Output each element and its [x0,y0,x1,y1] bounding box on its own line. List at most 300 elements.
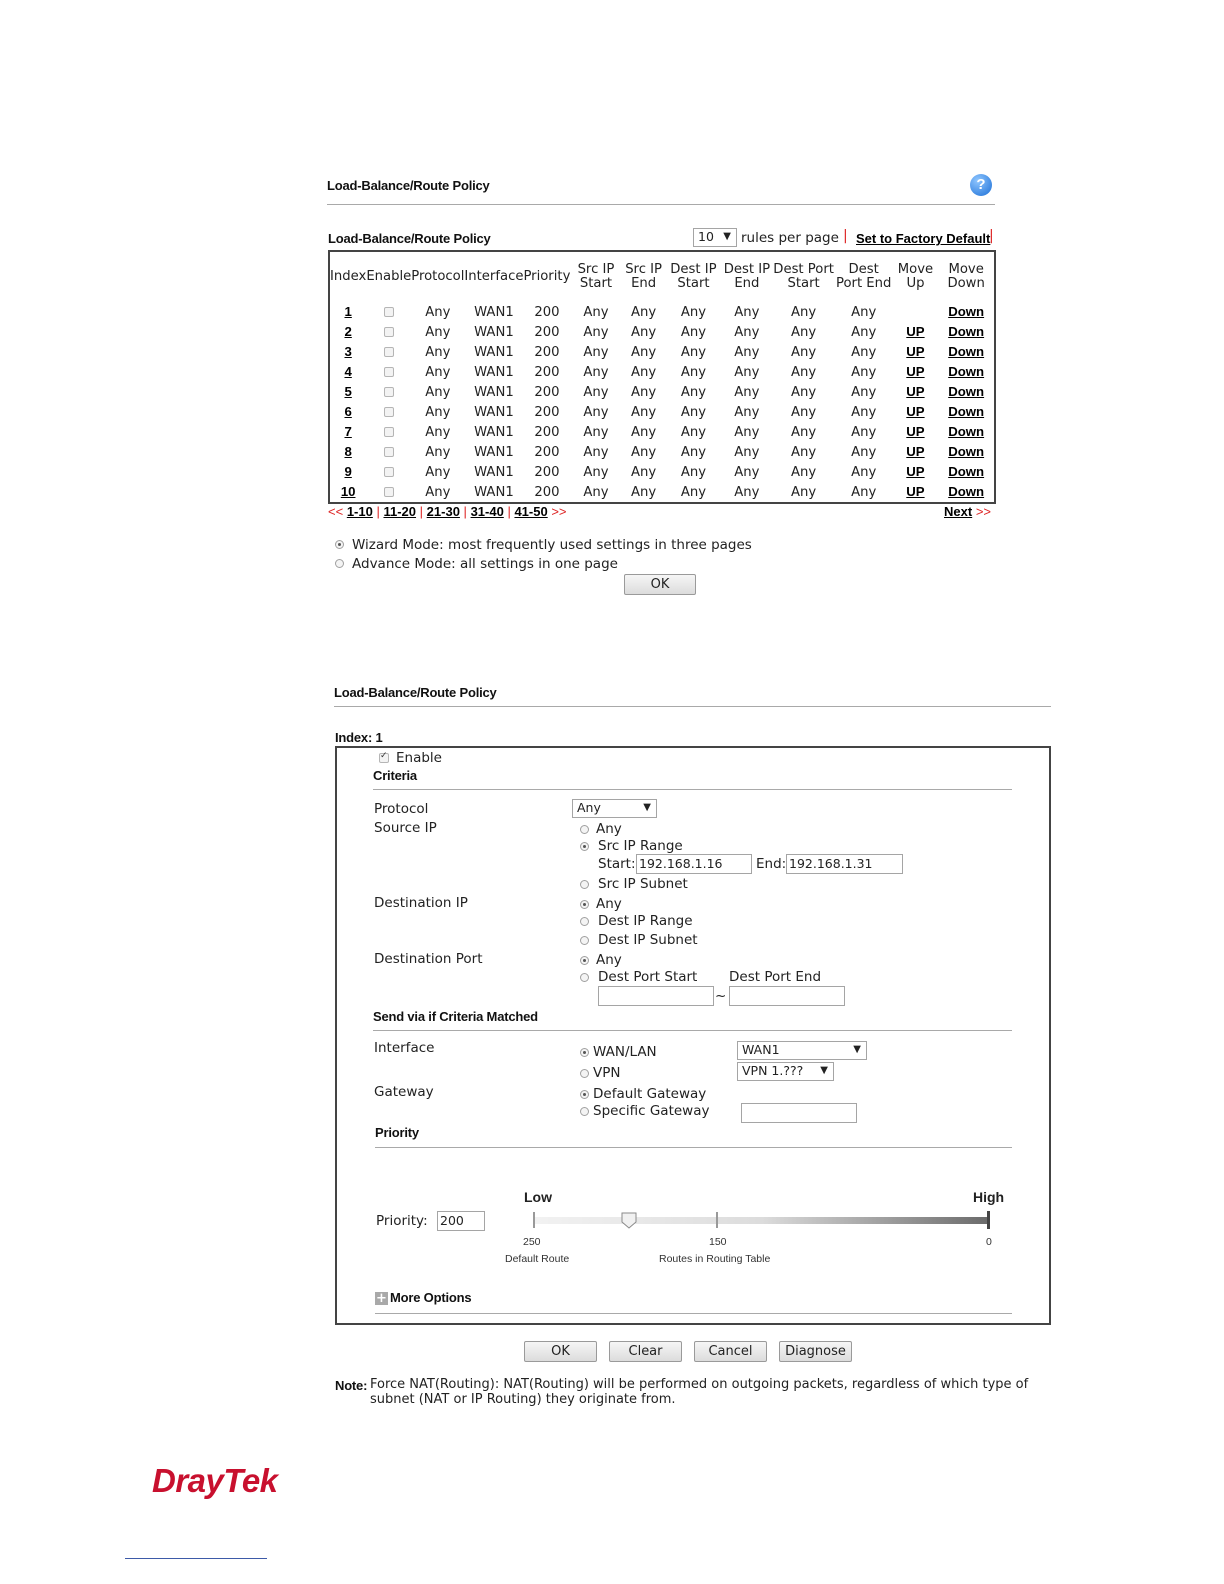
port-end-label: Dest Port End [729,969,822,985]
move-up-link[interactable]: UP [906,484,925,499]
separator: | [843,228,848,244]
column-header: Move Down [947,262,985,291]
cell-priority: 200 [534,324,560,340]
cell-dst-end: Any [734,424,760,440]
pager [328,504,567,519]
move-down-link[interactable]: Down [948,344,985,359]
move-up-link[interactable]: UP [906,404,925,419]
move-up-link[interactable]: UP [906,464,925,479]
slider-tick-0 [987,1211,990,1229]
table-header-row [329,251,995,302]
cell-enable [366,422,411,442]
cell-dst-end: Any [734,344,760,360]
cell-move-up [893,322,939,342]
cell-port-start: Any [791,324,817,340]
cell-priority: 200 [534,484,560,500]
cell-interface: WAN1 [474,364,514,380]
cell-interface: WAN1 [474,324,514,340]
separator: | [989,228,994,244]
cell-port-end: Any [851,404,877,420]
separator: | [507,504,511,519]
specific-gw-label: Specific Gateway [593,1103,710,1119]
cell-port-end: Any [851,304,877,320]
cell-priority: 200 [534,344,560,360]
rules-per-page-select[interactable]: 10 ▼ [693,228,737,247]
cell-move-up [893,442,939,462]
column-header: Dest Port Start [773,262,834,291]
cell-port-end: Any [851,384,877,400]
cell-move-down [938,462,995,482]
cell-move-up [893,402,939,422]
cell-port-start: Any [791,444,817,460]
cell-move-down [938,382,995,402]
cell-protocol: Any [425,484,451,500]
cell-index [329,422,366,442]
plus-icon[interactable]: + [376,1291,387,1306]
default-gw-radio[interactable] [580,1090,589,1099]
cell-move-down [938,362,995,382]
wan-lan-radio[interactable] [580,1048,589,1057]
wizard-mode-label: Wizard Mode: most frequently used settings in three pages [352,537,752,553]
src-end-input[interactable]: 192.168.1.31 [786,854,903,874]
move-down-link[interactable]: Down [948,464,985,479]
vpn-radio[interactable] [580,1069,589,1078]
tick-label-150: 150 [709,1236,727,1248]
cell-dst-start: Any [680,484,707,500]
cell-priority: 200 [534,444,560,460]
slider-tick-250 [533,1212,535,1228]
top-ok-button[interactable]: OK [624,574,696,595]
cell-dst-end: Any [734,484,760,500]
cell-dst-start: Any [680,384,707,400]
src-subnet-radio[interactable] [580,880,589,889]
cell-move-down [938,322,995,342]
cell-move-up [893,342,939,362]
pager-prev-arrows: << [328,504,344,519]
port-start-input[interactable] [598,986,714,1006]
cell-priority: 200 [534,384,560,400]
cell-src-end: Any [631,324,657,340]
column-header: Move Up [897,262,934,291]
table-row [329,362,995,382]
help-icon[interactable]: ? [970,174,992,196]
next-arrows: >> [975,504,991,519]
dst-range-radio[interactable] [580,917,589,926]
protocol-label: Protocol [374,801,429,817]
cell-dst-start: Any [680,364,707,380]
cell-port-end: Any [851,344,877,360]
cell-move-down [938,482,995,503]
port-any-radio[interactable] [580,956,589,965]
enable-checkbox[interactable] [384,407,394,417]
cell-interface: WAN1 [474,444,514,460]
cell-index [329,362,366,382]
cell-move-down [938,422,995,442]
pager-page-3[interactable]: 21-30 [426,504,460,519]
table-row [329,462,995,482]
column-header: Enable [366,269,412,284]
cell-dst-end: Any [734,464,760,480]
cell-priority: 200 [534,464,560,480]
separator: | [376,504,380,519]
table-row [329,382,995,402]
cell-enable [366,382,411,402]
cell-priority: 200 [534,364,560,380]
pager-page-4[interactable]: 31-40 [470,504,504,519]
send-via-divider [373,1030,1012,1031]
index-link[interactable]: 3 [344,344,352,359]
column-header: Dest IP End [723,262,771,291]
cell-src-start: Any [583,464,609,480]
cell-dst-end: Any [734,304,760,320]
index-link[interactable]: 8 [344,444,352,459]
cell-src-end: Any [631,304,657,320]
cell-priority: 200 [534,404,560,420]
criteria-divider [373,789,1012,790]
cell-interface: WAN1 [474,304,514,320]
cell-protocol: Any [425,464,451,480]
src-any-label: Any [596,821,622,837]
enable-label: Enable [396,750,442,766]
page-title: Load-Balance/Route Policy [327,178,490,193]
dest-ip-label: Destination IP [374,895,468,911]
column-header: Protocol [411,269,465,284]
slider-tick-150 [716,1212,718,1228]
note-line-1: Force NAT(Routing): NAT(Routing) will be performed on outgoing packets, regardless of which type of [370,1377,1029,1392]
move-up-link[interactable]: UP [906,424,925,439]
end-label: End: [756,856,787,872]
index-link[interactable]: 10 [340,484,356,499]
cell-port-start: Any [791,484,817,500]
cell-dst-start: Any [680,444,707,460]
cell-src-start: Any [583,384,609,400]
advance-mode-radio[interactable] [335,559,344,568]
cell-enable [366,322,411,342]
more-options-divider [375,1313,1012,1314]
gateway-label: Gateway [374,1084,434,1100]
start-label: Start: [598,856,636,872]
dst-range-label: Dest IP Range [598,913,693,929]
cell-src-start: Any [583,324,609,340]
table-row [329,302,995,322]
priority-divider [375,1147,1012,1148]
index-link[interactable]: 7 [344,424,352,439]
cell-src-start: Any [583,484,609,500]
enable-checkbox[interactable] [379,753,389,763]
chevron-down-icon: ▼ [723,231,731,242]
pager-next [944,504,991,519]
cell-index [329,382,366,402]
cell-interface: WAN1 [474,464,514,480]
priority-slider-track[interactable] [534,1217,990,1224]
wan-lan-label: WAN/LAN [593,1044,657,1060]
table-row [329,342,995,362]
column-header: Priority [523,269,571,284]
table-caption: Load-Balance/Route Policy [328,231,491,246]
cell-port-end: Any [851,464,877,480]
cell-dst-end: Any [734,384,760,400]
ok-button[interactable]: OK [524,1341,597,1362]
src-any-radio[interactable] [580,825,589,834]
cell-dst-end: Any [734,324,760,340]
table-row [329,442,995,462]
index-link[interactable]: 4 [344,364,352,379]
cell-dst-start: Any [680,404,707,420]
dst-subnet-radio[interactable] [580,936,589,945]
move-down-link[interactable]: Down [948,484,985,499]
high-label: High [973,1189,1005,1205]
src-range-label: Src IP Range [598,838,683,854]
cell-protocol: Any [425,404,451,420]
separator: | [419,504,424,519]
enable-checkbox[interactable] [384,487,394,497]
index-link[interactable]: 6 [344,404,352,419]
note-line-2: subnet (NAT or IP Routing) they originate from. [370,1392,676,1407]
specific-gw-radio[interactable] [580,1107,589,1116]
cell-protocol: Any [425,324,451,340]
pager-next-arrows: >> [551,504,567,519]
cell-src-start: Any [583,304,609,320]
clear-button[interactable]: Clear [609,1341,682,1362]
enable-checkbox[interactable] [384,447,394,457]
chevron-down-icon: ▼ [643,802,651,813]
dst-subnet-label: Dest IP Subnet [598,932,698,948]
move-down-link[interactable]: Down [948,404,985,419]
tick-label-250: 250 [523,1236,541,1248]
move-down-link[interactable]: Down [948,304,985,319]
vpn-select[interactable]: VPN 1.??? ▼ [737,1062,834,1081]
move-down-link[interactable]: Down [948,424,985,439]
form-title-divider [334,706,1051,707]
cell-dst-end: Any [734,404,760,420]
cell-enable [366,362,411,382]
cell-protocol: Any [425,364,451,380]
port-range-radio[interactable] [580,973,589,982]
move-down-link[interactable]: Down [948,384,985,399]
cell-port-start: Any [791,344,817,360]
cell-src-end: Any [631,424,657,440]
separator: | [463,504,467,519]
cell-move-up [893,302,939,322]
cell-src-end: Any [631,444,657,460]
note-label: Note: [335,1378,368,1393]
enable-checkbox[interactable] [384,387,394,397]
cell-move-down [938,442,995,462]
tick-label-0: 0 [986,1236,992,1248]
protocol-select[interactable]: Any ▼ [572,799,657,818]
move-down-link[interactable]: Down [948,364,985,379]
enable-checkbox[interactable] [384,427,394,437]
dest-port-label: Destination Port [374,951,483,967]
pager-page-5[interactable]: 41-50 [514,504,548,519]
interface-label: Interface [374,1040,435,1056]
cell-protocol: Any [425,304,451,320]
cell-port-end: Any [851,324,877,340]
cell-move-up [893,422,939,442]
pager-page-2[interactable]: 11-20 [383,504,417,519]
cell-port-start: Any [791,304,817,320]
cell-src-start: Any [583,444,609,460]
cell-port-start: Any [791,424,817,440]
cell-src-start: Any [583,364,609,380]
send-via-heading: Send via if Criteria Matched [373,1009,538,1024]
default-route-label: Default Route [505,1253,570,1265]
cell-dst-start: Any [680,344,707,360]
port-end-input[interactable] [729,986,845,1006]
cell-src-end: Any [631,464,657,480]
enable-checkbox[interactable] [384,327,394,337]
index-link[interactable]: 2 [344,324,352,339]
cell-port-start: Any [791,464,817,480]
specific-gw-input[interactable] [741,1103,857,1123]
enable-checkbox[interactable] [384,307,394,317]
enable-checkbox[interactable] [384,467,394,477]
rules-per-page-label: rules per page [741,230,839,246]
cell-interface: WAN1 [474,424,514,440]
cell-move-up [893,482,939,503]
cell-port-end: Any [851,364,877,380]
cell-interface: WAN1 [474,384,514,400]
cell-interface: WAN1 [474,404,514,420]
pager-page-1[interactable]: 1-10 [346,504,373,519]
draytek-logo: DrayTek [152,1462,278,1499]
next-link[interactable]: Next [944,504,973,519]
cell-src-end: Any [631,364,657,380]
move-up-link[interactable]: UP [906,364,925,379]
cell-src-start: Any [583,424,609,440]
cell-port-end: Any [851,484,877,500]
cell-enable [366,462,411,482]
default-gw-label: Default Gateway [593,1086,707,1102]
port-start-label: Dest Port Start [598,969,698,985]
cell-move-down [938,402,995,422]
cell-index [329,322,366,342]
cell-port-start: Any [791,404,817,420]
index-label: Index: 1 [335,730,383,745]
move-up-link[interactable]: UP [906,384,925,399]
routes-table-label: Routes in Routing Table [659,1253,771,1265]
vpn-label: VPN [593,1065,621,1081]
enable-checkbox[interactable] [384,347,394,357]
cell-priority: 200 [534,304,560,320]
factory-default-link[interactable]: Set to Factory Default [856,231,991,246]
cell-move-down [938,302,995,322]
src-start-input[interactable]: 192.168.1.16 [636,854,752,874]
cell-port-end: Any [851,424,877,440]
move-down-link[interactable]: Down [948,324,985,339]
cell-src-end: Any [631,384,657,400]
cell-dst-start: Any [680,424,707,440]
table-row [329,482,995,503]
cell-move-up [893,362,939,382]
move-down-link[interactable]: Down [948,444,985,459]
chevron-down-icon: ▼ [820,1065,828,1076]
priority-slider-handle[interactable] [621,1212,637,1229]
cell-index [329,342,366,362]
index-link[interactable]: 9 [344,464,352,479]
table-row [329,422,995,442]
src-subnet-label: Src IP Subnet [598,876,688,892]
column-header: Interface [464,269,524,284]
footer-rule [125,1558,267,1559]
cell-dst-start: Any [680,304,707,320]
priority-input[interactable]: 200 [437,1211,485,1231]
cell-index [329,482,366,503]
priority-label: Priority: [376,1213,428,1229]
cell-interface: WAN1 [474,484,514,500]
cancel-button[interactable]: Cancel [694,1341,767,1362]
cell-enable [366,342,411,362]
form-title: Load-Balance/Route Policy [334,685,497,700]
cell-src-end: Any [631,484,657,500]
cell-index [329,442,366,462]
cell-move-down [938,342,995,362]
low-label: Low [524,1189,552,1205]
cell-protocol: Any [425,424,451,440]
cell-interface: WAN1 [474,344,514,360]
column-header: Dest Port End [835,262,892,291]
advance-mode-label: Advance Mode: all settings in one page [352,556,618,572]
chevron-down-icon: ▼ [853,1044,861,1055]
cell-src-start: Any [583,344,609,360]
form-box [335,746,1051,1325]
cell-enable [366,402,411,422]
cell-index [329,402,366,422]
route-policy-table [328,250,996,504]
wan-select[interactable]: WAN1 ▼ [737,1041,867,1060]
diagnose-button[interactable]: Diagnose [779,1341,852,1362]
cell-src-end: Any [631,404,657,420]
wizard-mode-radio[interactable] [335,540,344,549]
tilde: ~ [715,988,727,1004]
cell-port-start: Any [791,384,817,400]
table-row [329,322,995,342]
port-any-label: Any [596,952,622,968]
cell-move-up [893,462,939,482]
move-up-link[interactable]: UP [906,444,925,459]
cell-index [329,462,366,482]
src-range-radio[interactable] [580,842,589,851]
index-link[interactable]: 5 [344,384,352,399]
cell-dst-start: Any [680,464,707,480]
more-options-label[interactable]: More Options [390,1290,472,1305]
enable-checkbox[interactable] [384,367,394,377]
dst-any-radio[interactable] [580,900,589,909]
move-up-link[interactable]: UP [906,344,925,359]
source-ip-label: Source IP [374,820,437,836]
table-row [329,402,995,422]
cell-protocol: Any [425,384,451,400]
priority-heading: Priority [375,1125,419,1140]
cell-dst-start: Any [680,324,707,340]
cell-port-start: Any [791,364,817,380]
cell-enable [366,482,411,503]
column-header: Src IP Start [577,262,615,291]
cell-protocol: Any [425,344,451,360]
cell-index [329,302,366,322]
cell-protocol: Any [425,444,451,460]
cell-dst-end: Any [734,444,760,460]
cell-port-end: Any [851,444,877,460]
cell-dst-end: Any [734,364,760,380]
index-link[interactable]: 1 [344,304,352,319]
cell-src-end: Any [631,344,657,360]
criteria-heading: Criteria [373,768,417,783]
title-divider [327,204,995,205]
move-up-link[interactable]: UP [906,324,925,339]
cell-move-up [893,382,939,402]
cell-src-start: Any [583,404,609,420]
